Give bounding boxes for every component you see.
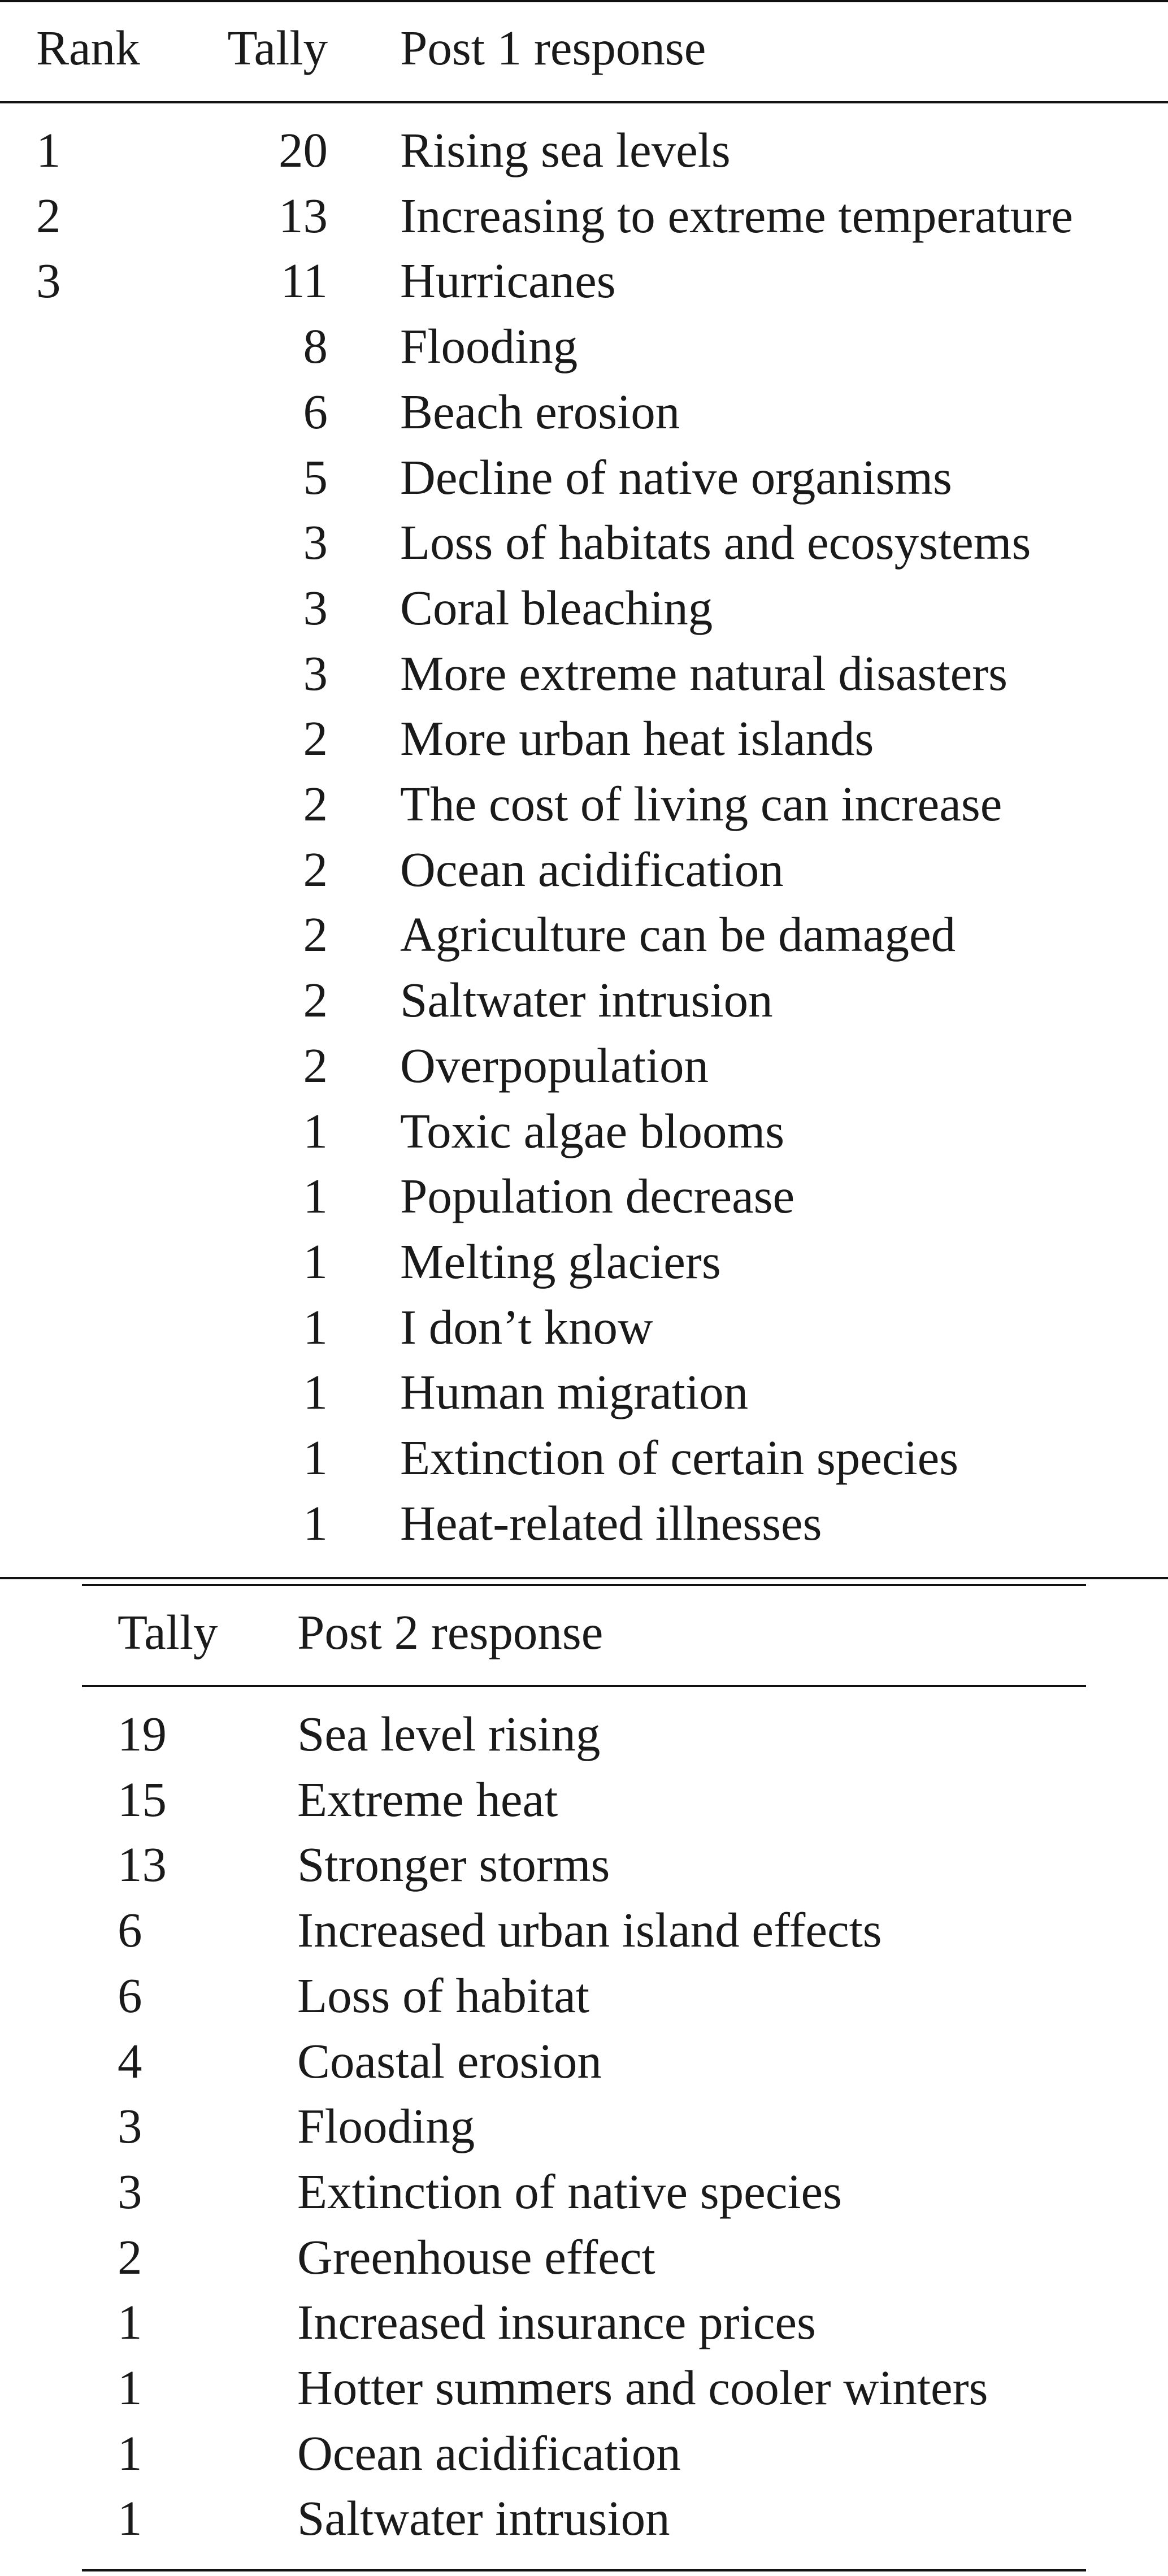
rank-cell: 2 [36, 188, 61, 243]
tally-cell: 6 [118, 1902, 142, 1957]
tally-cell: 1 [118, 2360, 142, 2415]
table1-header-rule [0, 101, 1168, 103]
tally-cell: 2 [303, 842, 328, 897]
tally-cell: 1 [303, 1168, 328, 1223]
response-cell: Ocean acidification [400, 842, 784, 897]
tally-cell: 1 [118, 2295, 142, 2349]
response-cell: Saltwater intrusion [297, 2491, 670, 2545]
response-cell: Overpopulation [400, 1038, 709, 1093]
response-cell: Agriculture can be damaged [400, 907, 956, 962]
response-cell: Loss of habitats and ecosystems [400, 515, 1031, 570]
response-cell: Melting glaciers [400, 1234, 721, 1289]
tally-cell: 2 [303, 1038, 328, 1093]
response-cell: Loss of habitat [297, 1968, 590, 2023]
tally-cell: 1 [303, 1104, 328, 1158]
response-cell: More extreme natural disasters [400, 646, 1008, 701]
response-cell: Greenhouse effect [297, 2230, 655, 2284]
response-cell: More urban heat islands [400, 711, 874, 766]
tally-cell: 4 [118, 2034, 142, 2088]
response-cell: Flooding [297, 2099, 475, 2153]
tally-cell: 1 [303, 1496, 328, 1550]
tally-cell: 13 [118, 1837, 167, 1892]
tally-cell: 1 [118, 2426, 142, 2481]
table1-header-rank: Rank [36, 20, 140, 75]
response-cell: Increased insurance prices [297, 2295, 816, 2349]
table1-top-rule [0, 0, 1168, 2]
response-cell: Toxic algae blooms [400, 1104, 785, 1158]
table1-bottom-rule [0, 1577, 1168, 1579]
response-cell: Coral bleaching [400, 580, 713, 635]
rank-cell: 1 [36, 123, 61, 177]
table2-header-rule [82, 1685, 1086, 1687]
tally-cell: 3 [118, 2099, 142, 2153]
response-cell: Population decrease [400, 1168, 795, 1223]
response-cell: Decline of native organisms [400, 450, 952, 505]
tally-cell: 5 [303, 450, 328, 505]
tally-cell: 8 [303, 319, 328, 373]
response-cell: I don’t know [400, 1300, 653, 1354]
tally-cell: 3 [303, 580, 328, 635]
tally-cell: 2 [303, 776, 328, 831]
response-cell: Hotter summers and cooler winters [297, 2360, 988, 2415]
tally-cell: 15 [118, 1772, 167, 1827]
table1-header-response: Post 1 response [400, 20, 706, 75]
tally-cell: 20 [279, 123, 328, 177]
tally-cell: 2 [303, 972, 328, 1027]
response-cell: Extinction of certain species [400, 1430, 959, 1485]
rank-cell: 3 [36, 253, 61, 308]
response-cell: Hurricanes [400, 253, 616, 308]
tally-cell: 6 [118, 1968, 142, 2023]
response-cell: Extinction of native species [297, 2164, 842, 2219]
response-cell: Flooding [400, 319, 578, 373]
response-cell: The cost of living can increase [400, 776, 1002, 831]
tally-cell: 1 [303, 1365, 328, 1419]
response-cell: Rising sea levels [400, 123, 731, 177]
tally-cell: 2 [303, 907, 328, 962]
table2-header-response: Post 2 response [297, 1605, 603, 1660]
tally-cell: 3 [118, 2164, 142, 2219]
tally-cell: 1 [118, 2491, 142, 2545]
tally-cell: 3 [303, 646, 328, 701]
response-cell: Stronger storms [297, 1837, 610, 1892]
tally-cell: 6 [303, 384, 328, 439]
response-cell: Human migration [400, 1365, 749, 1419]
tally-cell: 1 [303, 1300, 328, 1354]
tally-cell: 1 [303, 1430, 328, 1485]
response-cell: Extreme heat [297, 1772, 558, 1827]
tally-cell: 1 [303, 1234, 328, 1289]
tally-cell: 13 [279, 188, 328, 243]
table2-header-tally: Tally [118, 1605, 218, 1660]
table2-top-rule [82, 1584, 1086, 1586]
response-cell: Increasing to extreme temperature [400, 188, 1073, 243]
response-cell: Beach erosion [400, 384, 680, 439]
tally-cell: 3 [303, 515, 328, 570]
response-cell: Heat-related illnesses [400, 1496, 822, 1550]
tally-cell: 19 [118, 1706, 167, 1761]
table2-bottom-rule [82, 2569, 1086, 2571]
tally-cell: 11 [280, 253, 328, 308]
tally-cell: 2 [303, 711, 328, 766]
table1-header-tally: Tally [227, 20, 328, 75]
response-cell: Increased urban island effects [297, 1902, 882, 1957]
response-cell: Ocean acidification [297, 2426, 681, 2481]
response-cell: Sea level rising [297, 1706, 601, 1761]
tally-cell: 2 [118, 2230, 142, 2284]
response-cell: Coastal erosion [297, 2034, 602, 2088]
response-cell: Saltwater intrusion [400, 972, 773, 1027]
